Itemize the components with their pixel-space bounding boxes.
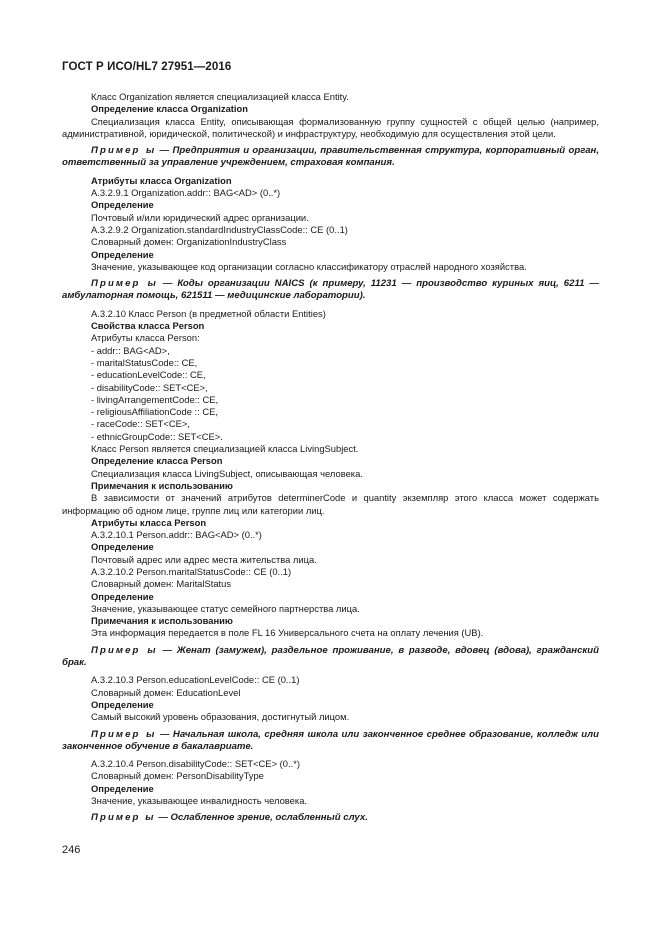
page-number: 246: [62, 844, 81, 856]
definition-heading: Определение: [91, 199, 154, 211]
definition-heading: Определение: [91, 541, 154, 553]
vocabulary-domain: Словарный домен: OrganizationIndustryClass: [91, 236, 287, 248]
section-heading: Атрибуты класса Person: [91, 516, 207, 528]
example-note: [62, 812, 599, 824]
example-note: [62, 645, 599, 670]
section-heading: Определение класса Organization: [91, 103, 248, 115]
paragraph: Самый высокий уровень образования, достигнутый лицом.: [91, 711, 350, 723]
definition-heading: Определение: [91, 698, 154, 710]
attribute-clause: A.3.2.9.1 Organization.addr:: BAG<AD> (0..*): [91, 187, 281, 199]
paragraph: Почтовый и/или юридический адрес организации.: [91, 211, 309, 223]
paragraph: Значение, указывающее код организации согласно классификатору отраслей народного хозяйства.: [91, 260, 527, 272]
paragraph: Эта информация передается в поле FL 16 Универсального счета на оплату лечения (UB).: [91, 627, 484, 639]
vocabulary-domain: Словарный домен: EducationLevel: [91, 686, 241, 698]
paragraph: Значение, указывающее статус семейного партнерства лица.: [91, 602, 360, 614]
definition-heading: Определение: [91, 590, 154, 602]
example-text: — Начальная школа, средняя школа или законченное среднее образование, колледж или законченное обучение в бакалавриате.: [62, 728, 599, 752]
example-note: [62, 145, 599, 170]
example-label: Пример ы: [91, 728, 157, 740]
example-text: — Ослабленное зрение, ослабленный слух.: [155, 812, 368, 824]
example-text: — Женат (замужем), раздельное проживание, в разводе, вдовец (вдова), гражданский брак.: [62, 644, 599, 669]
list-item: - livingArrangementCode:: CE,: [91, 393, 219, 405]
example-label: Пример ы: [91, 812, 156, 824]
paragraph: В зависимости от значений атрибутов determinerCode и quantity экземпляр этого класса может содержать информацию об одном лице, группе лиц или категории лиц.: [62, 492, 599, 516]
paragraph: Класс Person является специализацией класса LivingSubject.: [91, 443, 359, 455]
paragraph: Класс Organization является специализацией класса Entity.: [91, 91, 349, 102]
clause-heading: A.3.2.10 Класс Person (в предметной области Entities): [91, 307, 326, 319]
list-item: - ethnicGroupCode:: SET<CE>.: [91, 430, 223, 442]
example-label: Пример ы: [91, 644, 158, 656]
attribute-clause: A.3.2.10.1 Person.addr:: BAG<AD> (0..*): [91, 529, 262, 541]
list-item: - disabilityCode:: SET<CE>,: [91, 381, 208, 393]
example-label: Пример ы: [91, 278, 158, 290]
page-header: ГОСТ Р ИСО/HL7 27951—2016: [62, 61, 232, 73]
example-note: [62, 278, 599, 303]
attribute-clause: A.3.2.10.3 Person.educationLevelCode:: CE (0..1): [91, 674, 300, 686]
vocabulary-domain: Словарный домен: PersonDisabilityType: [91, 770, 264, 782]
paragraph: Значение, указывающее инвалидность человека.: [91, 795, 308, 807]
definition-heading: Определение: [91, 782, 154, 794]
document-body: [62, 91, 599, 825]
paragraph: Специализация класса Entity, описывающая формализованную группу сущностей с общей целью (например, административной, юридической, политической) и инфраструктуру, необходимую для осуществления этой цели.: [62, 115, 599, 139]
section-heading: Определение класса Person: [91, 455, 223, 467]
example-text: — Предприятия и организации, правительственная структура, корпоративный орган, ответственный за управление учреждением, страховая компания.: [62, 145, 599, 169]
list-item: - raceCode:: SET<CE>,: [91, 418, 191, 430]
attribute-clause: A.3.2.10.2 Person.maritalStatusCode:: CE (0..1): [91, 565, 292, 577]
list-item: - maritalStatusCode:: CE,: [91, 356, 198, 368]
section-heading: Свойства класса Person: [91, 320, 205, 332]
attribute-clause: A.3.2.9.2 Organization.standardIndustryClassCode:: CE (0..1): [91, 223, 348, 235]
attribute-clause: A.3.2.10.4 Person.disabilityCode:: SET<CE> (0..*): [91, 758, 300, 770]
list-item: - addr:: BAG<AD>,: [91, 344, 170, 356]
usage-notes-heading: Примечания к использованию: [91, 479, 233, 491]
example-label: Пример ы: [91, 145, 157, 157]
definition-heading: Определение: [91, 248, 154, 260]
example-note: [62, 729, 599, 754]
usage-notes-heading: Примечания к использованию: [91, 615, 233, 627]
section-heading: Атрибуты класса Organization: [91, 174, 232, 186]
paragraph: Почтовый адрес или адрес места жительства лица.: [91, 553, 317, 565]
vocabulary-domain: Словарный домен: MaritalStatus: [91, 578, 232, 590]
list-item: - religiousAffiliationCode :: CE,: [91, 406, 218, 418]
list-item: - educationLevelCode:: CE,: [91, 369, 206, 381]
paragraph: Атрибуты класса Person:: [91, 332, 200, 344]
paragraph: Специализация класса LivingSubject, описывающая человека.: [91, 467, 363, 479]
example-text: — Коды организации NAICS (к примеру, 11231 — производство куриных яиц, 6211 — амбулаторная помощь, 621511 — медицинские лаборатории).: [62, 278, 599, 302]
